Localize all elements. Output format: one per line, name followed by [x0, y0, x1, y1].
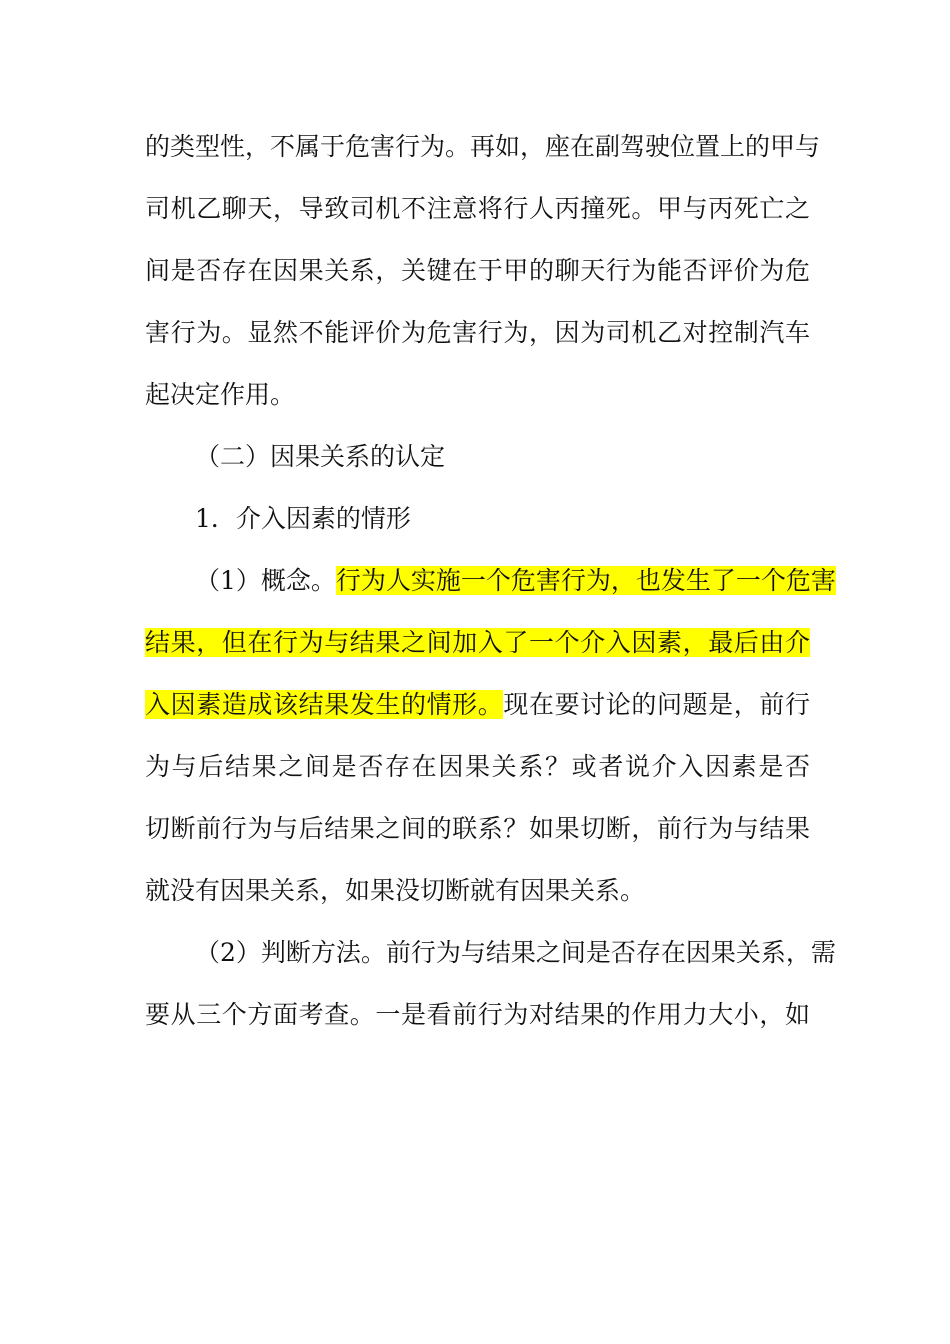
paragraph-continuation: [145, 128, 821, 414]
paragraph-method: [145, 934, 836, 1034]
text-line: 司机乙聊天，导致司机不注意将行人丙撞死。甲与丙死亡之: [145, 194, 810, 223]
text-line: [145, 562, 836, 600]
text-line: （2）判断方法。前行为与结果之间是否存在因果关系，需: [195, 938, 836, 967]
text-line: [145, 686, 810, 724]
text-line: 要从三个方面考查。一是看前行为对结果的作用力大小，如: [145, 1000, 810, 1029]
text-line: 为与后结果之间是否存在因果关系？或者说介入因素是否: [145, 752, 810, 781]
text-line: 间是否存在因果关系，关键在于甲的聊天行为能否评价为危: [145, 256, 810, 285]
document-body: [145, 128, 836, 1034]
concept-label: （1）概念。: [195, 566, 336, 595]
highlighted-text: 入因素造成该结果发生的情形。: [145, 690, 504, 719]
text-line: 的类型性，不属于危害行为。再如，座在副驾驶位置上的甲与: [145, 132, 821, 161]
section-heading: （二）因果关系的认定: [195, 442, 446, 471]
text-line: 切断前行为与后结果之间的联系？如果切断，前行为与结果: [145, 814, 810, 843]
subsection-heading: 1．介入因素的情形: [195, 504, 411, 533]
text-line: 害行为。显然不能评价为危害行为，因为司机乙对控制汽车: [145, 318, 810, 347]
text-line: 起决定作用。: [145, 380, 296, 409]
plain-text: 现在要讨论的问题是，前行: [503, 690, 810, 719]
highlighted-text: 结果，但在行为与结果之间加入了一个介入因素，最后由介: [145, 628, 810, 657]
text-line: 就没有因果关系，如果没切断就有因果关系。: [145, 876, 646, 905]
text-line: [145, 624, 810, 662]
paragraph-concept: [145, 562, 836, 910]
highlighted-text: 行为人实施一个危害行为，也发生了一个危害: [335, 566, 836, 595]
